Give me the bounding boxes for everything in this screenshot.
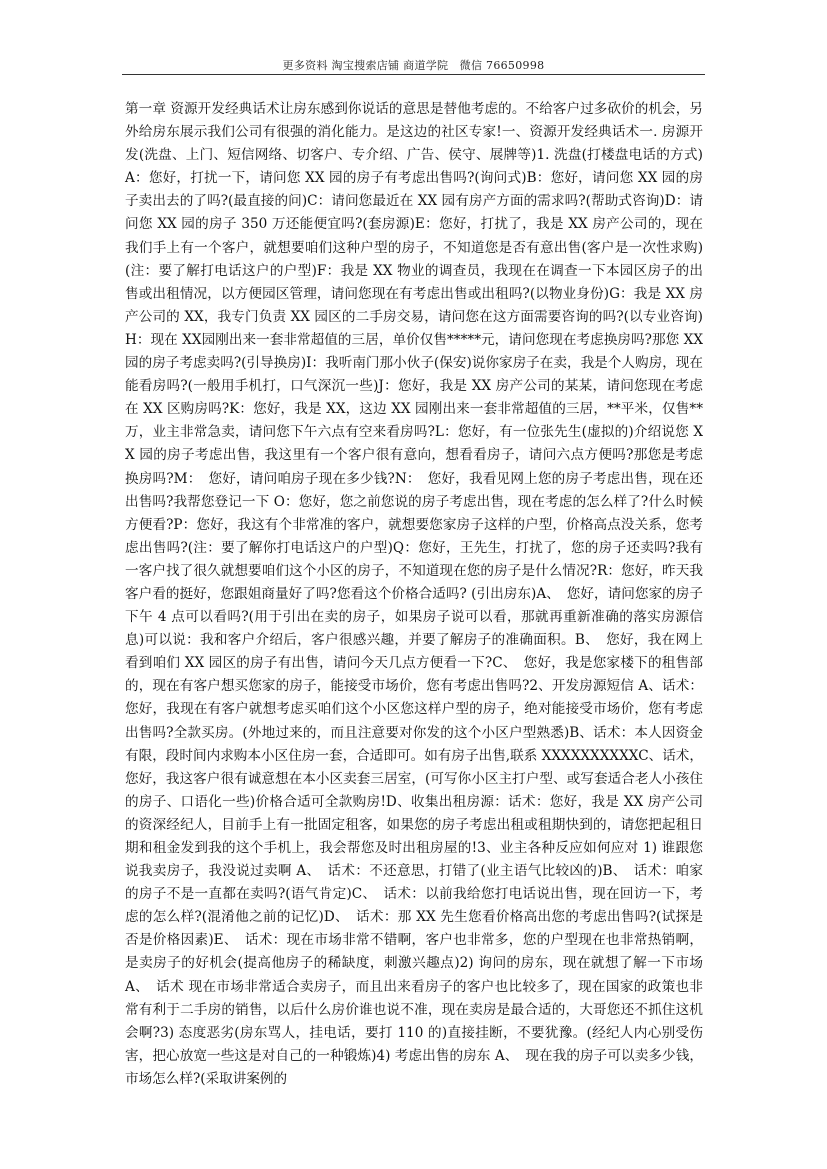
header-divider (122, 74, 705, 75)
page-header: 更多资料 淘宝搜索店铺 商道学院 微信 76650998 (282, 59, 545, 72)
body-paragraph: 第一章 资源开发经典话术让房东感到你说话的意思是替他考虑的。不给客户过多砍价的机会，另外给房东展示我们公司有很强的消化能力。是这边的社区专家!一、资源开发经典话术一. 房源开发(洗盘、上门、短信网络、切客户、专介绍、广告、侯守、展牌等)1. 洗盘(打楼盘电话的方式)A：您好，打扰一下，请问您 XX 园的房子有考虑出售吗?(询问式)B：您好，请问您 XX 园的房子卖出去的了吗?(最直接的问)C：请问您最近在 XX 园有房产方面的需求吗?(帮助式咨询)D：请问您 XX 园的房子 350 万还能便宜吗?(套房源)E：您好，打扰了，我是 XX 房产公司的，现在我们手上有一个客户，就想要咱们这种户型的房子，不知道您是否有意出售(客户是一次性求购)(注：要了解打电话这户的户型)F：我是 XX 物业的调查员，我现在在调查一下本园区房子的出售或出租情况，以方便园区管理，请问您现在有考虑出售或出租吗?(以物业身份)G：我是 XX 房产公司的 XX，我专门负责 XX 园区的二手房交易，请问您在这方面需要咨询的吗?(以专业咨询)H：现在 XX园刚出来一套非常超值的三居，单价仅售*****元，请问您现在考虑换房吗?那您 XX 园的房子考虑卖吗?(引导换房)I：我听南门那小伙子(保安)说你家房子在卖，我是个人购房，现在能看房吗?(一般用手机打，口气深沉一些)J：您好，我是 XX 房产公司的某某，请问您现在考虑在 XX 区购房吗?K：您好，我是 XX，这边 XX 园刚出来一套非常超值的三居，**平米，仅售**万，业主非常急卖，请问您下午六点有空来看房吗?L：您好，有一位张先生(虚拟的)介绍说您 XX 园的房子考虑出售，我这里有一个客户很有意向，想看看房子，请问六点方便吗?那您是考虑换房吗?M： 您好，请问咱房子现在多少钱?N： 您好，我看见网上您的房子考虑出售，现在还出售吗?我帮您登记一下 O：您好，您之前您说的房子考虑出售，现在考虑的怎么样了?什么时候方便看?P：您好，我这有个非常准的客户，就想要您家房子这样的户型，价格高点没关系，您考虑出售吗?(注：要了解你打电话这户的户型)Q：您好，王先生，打扰了，您的房子还卖吗?我有一客户找了很久就想要咱们这个小区的房子，不知道现在您的房子是什么情况?R：您好，昨天我客户看的挺好，您跟姐商量好了吗?您看这个价格合适吗? (引出房东)A、 您好，请问您家的房子下午 4 点可以看吗?(用于引出在卖的房子，如果房子说可以看，那就再重新准确的落实房源信息)可以说：我和客户介绍后，客户很感兴趣，并要了解房子的准确面积。B、 您好，我在网上看到咱们 XX 园区的房子有出售，请问今天几点方便看一下?C、 您好，我是您家楼下的租售部的，现在有客户想买您家的房子，能接受市场价，您有考虑出售吗?2、开发房源短信 A、话术：您好，我现在有客户就想考虑买咱们这个小区您这样户型的房子，绝对能接受市场价，您有考虑出售吗?全款买房。(外地过来的，而且注意要对你发的这个小区户型熟悉)B、话术：本人因资金有限，段时间内求购本小区住房一套，合适即可。如有房子出售,联系 XXXXXXXXXXC、话术，您好，我这客户很有诚意想在本小区卖套三居室，(可写你小区主打户型、或写套适合老人小孩住的房子、口语化一些)价格合适可全款购房!D、收集出租房源：话术：您好，我是 XX 房产公司的资深经纪人，目前手上有一批固定租客，如果您的房子考虑出租或租期快到的，请您把起租日期和租金发到我的这个手机上，我会帮您及时出租房屋的!3、业主各种反应如何应对 1) 谁跟您说我卖房子，我没说过卖啊 A、 话术：不还意思，打错了(业主语气比较凶的)B、 话术：咱家的房子不是一直都在卖吗?(语气肯定)C、 话术：以前我给您打电话说出售，现在回访一下，考虑的怎么样?(混淆他之前的记忆)D、 话术：那 XX 先生您看价格高出您的考虑出售吗?(试探是否是价格因素)E、 话术：现在市场非常不错啊，客户也非常多，您的户型现在也非常热销啊，是卖房子的好机会(提高他房子的稀缺度，刺激兴趣点)2) 询问的房东，现在就想了解一下市场 A、 话术 现在市场非常适合卖房子，而且出来看房子的客户也比较多了，现在国家的政策也非常有利于二手房的销售，以后什么房价谁也说不准，现在卖房是最合适的，大哥您还不抓住这机会啊?3) 态度恶劣(房东骂人，挂电话，要打 110 的)直接挂断，不要犹豫。(经纪人内心别受伤害，把心放宽一些这是对自己的一种锻炼)4) 考虑出售的房东 A、 现在我的房子可以卖多少钱，市场怎么样?(采取讲案例的 (125, 101, 703, 1087)
